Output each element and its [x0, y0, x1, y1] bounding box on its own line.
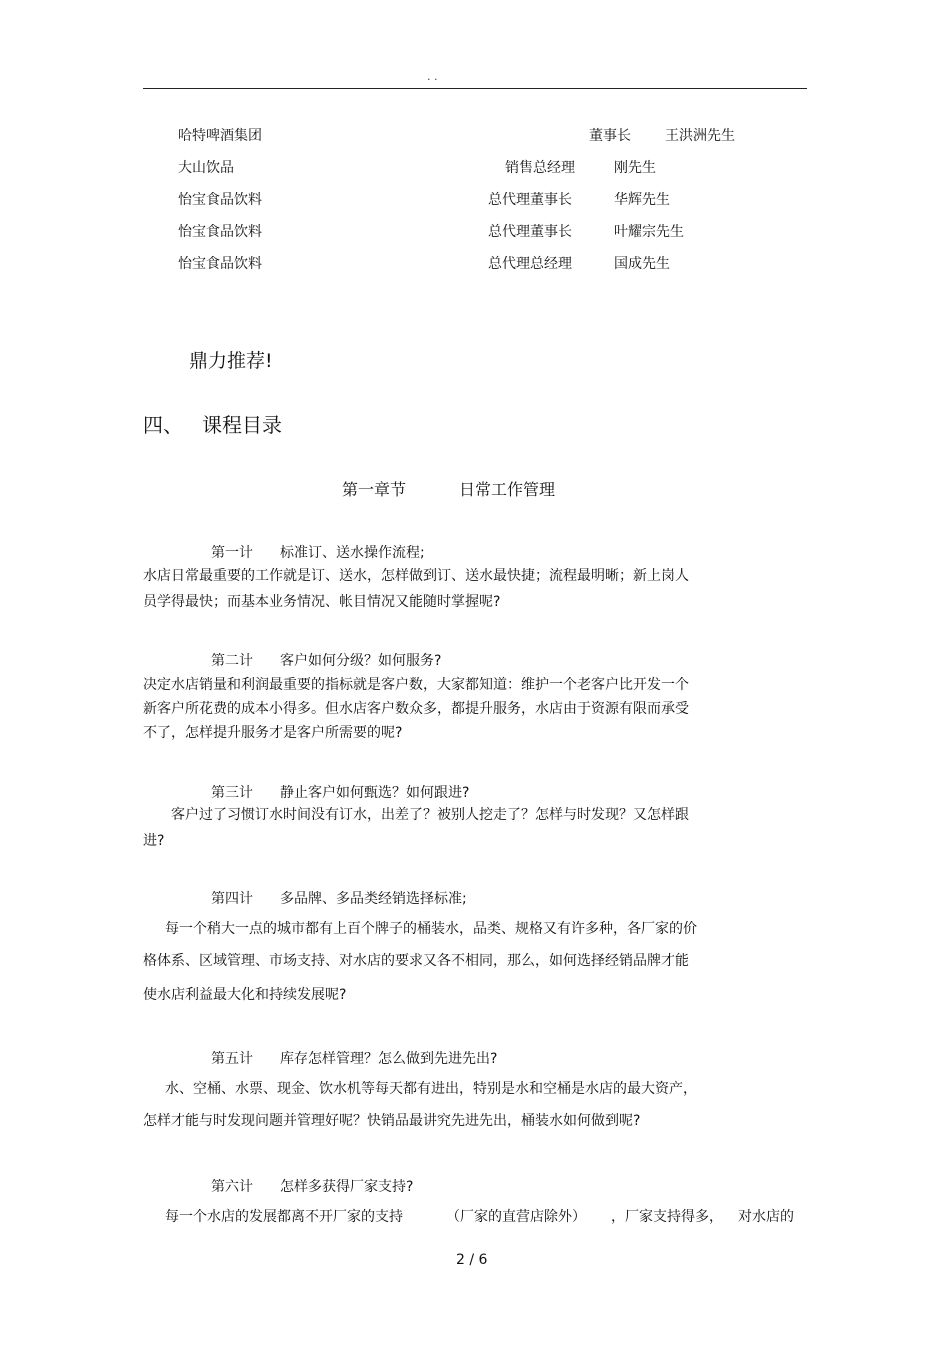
endorsement-company: 大山饮品: [178, 160, 234, 176]
recommend-heading: 鼎力推荐!: [189, 350, 273, 372]
item-text-line: 对水店的: [738, 1209, 794, 1225]
item-text-line: 决定水店销量和利润最重要的指标就是客户数，大家都知道：维护一个老客户比开发一个: [143, 677, 689, 693]
item-number: 第六计: [211, 1179, 253, 1195]
item-text-line: 格体系、区域管理、市场支持、对水店的要求又各不相同，那么，如何选择经销品牌才能: [143, 953, 689, 969]
header-rule: [143, 88, 807, 89]
item-text-line: 客户过了习惯订水时间没有订水，出差了？被别人挖走了？怎样与时发现？又怎样跟: [171, 807, 689, 823]
item-title: 标准订、送水操作流程;: [280, 545, 425, 561]
item-number: 第三计: [211, 785, 253, 801]
item-text-line: 怎样才能与时发现问题并管理好呢？快销品最讲究先进先出，桶装水如何做到呢?: [143, 1113, 641, 1129]
item-number: 第一计: [211, 545, 253, 561]
item-text-line: 每一个水店的发展都离不开厂家的支持: [165, 1209, 403, 1225]
item-title: 客户如何分级？如何服务?: [280, 653, 442, 669]
item-title: 多品牌、多品类经销选择标准;: [280, 891, 467, 907]
section-number: 四、: [143, 413, 183, 437]
item-text-line: 不了，怎样提升服务才是客户所需要的呢?: [143, 725, 403, 741]
page-number: 2 / 6: [456, 1252, 488, 1268]
endorsement-company: 怡宝食品饮料: [178, 256, 262, 272]
endorsement-title: 总代理总经理: [488, 256, 572, 272]
section-title: 课程目录: [202, 413, 282, 437]
endorsement-company: 哈特啤酒集团: [178, 128, 262, 144]
chapter-number: 第一章节: [342, 480, 407, 499]
item-title: 怎样多获得厂家支持?: [280, 1179, 414, 1195]
item-number: 第二计: [211, 653, 253, 669]
endorsement-title: 销售总经理: [505, 160, 575, 176]
chapter-title: 日常工作管理: [459, 480, 556, 499]
item-text-line: 水店日常最重要的工作就是订、送水，怎样做到订、送水最快捷；流程最明晰；新上岗人: [143, 568, 689, 584]
item-text-line: 新客户所花费的成本小得多。但水店客户数众多，都提升服务，水店由于资源有限而承受: [143, 701, 689, 717]
item-text-line: 水、空桶、水票、现金、饮水机等每天都有进出，特别是水和空桶是水店的最大资产，: [165, 1081, 697, 1097]
endorsement-title: 董事长: [589, 128, 631, 144]
item-title: 静止客户如何甄选？如何跟进?: [280, 785, 470, 801]
endorsement-title: 总代理董事长: [488, 224, 572, 240]
endorsement-name: 叶耀宗先生: [614, 224, 684, 240]
endorsement-name: 王洪洲先生: [665, 128, 735, 144]
item-number: 第四计: [211, 891, 253, 907]
header-dots: . .: [427, 70, 438, 83]
item-text-line: 使水店利益最大化和持续发展呢?: [143, 987, 347, 1003]
endorsement-title: 总代理董事长: [488, 192, 572, 208]
endorsement-company: 怡宝食品饮料: [178, 192, 262, 208]
endorsement-company: 怡宝食品饮料: [178, 224, 262, 240]
item-title: 库存怎样管理？怎么做到先进先出?: [280, 1051, 498, 1067]
item-text-line: （厂家的直营店除外）: [446, 1209, 586, 1225]
item-text-line: 每一个稍大一点的城市都有上百个牌子的桶装水，品类、规格又有许多种，各厂家的价: [165, 921, 697, 937]
item-text-line: ，厂家支持得多，: [611, 1209, 723, 1225]
item-number: 第五计: [211, 1051, 253, 1067]
item-text-line: 进?: [143, 833, 165, 849]
item-text-line: 员学得最快；而基本业务情况、帐目情况又能随时掌握呢?: [143, 594, 501, 610]
endorsement-name: 国成先生: [614, 256, 670, 272]
endorsement-name: 刚先生: [614, 160, 656, 176]
endorsement-name: 华辉先生: [614, 192, 670, 208]
